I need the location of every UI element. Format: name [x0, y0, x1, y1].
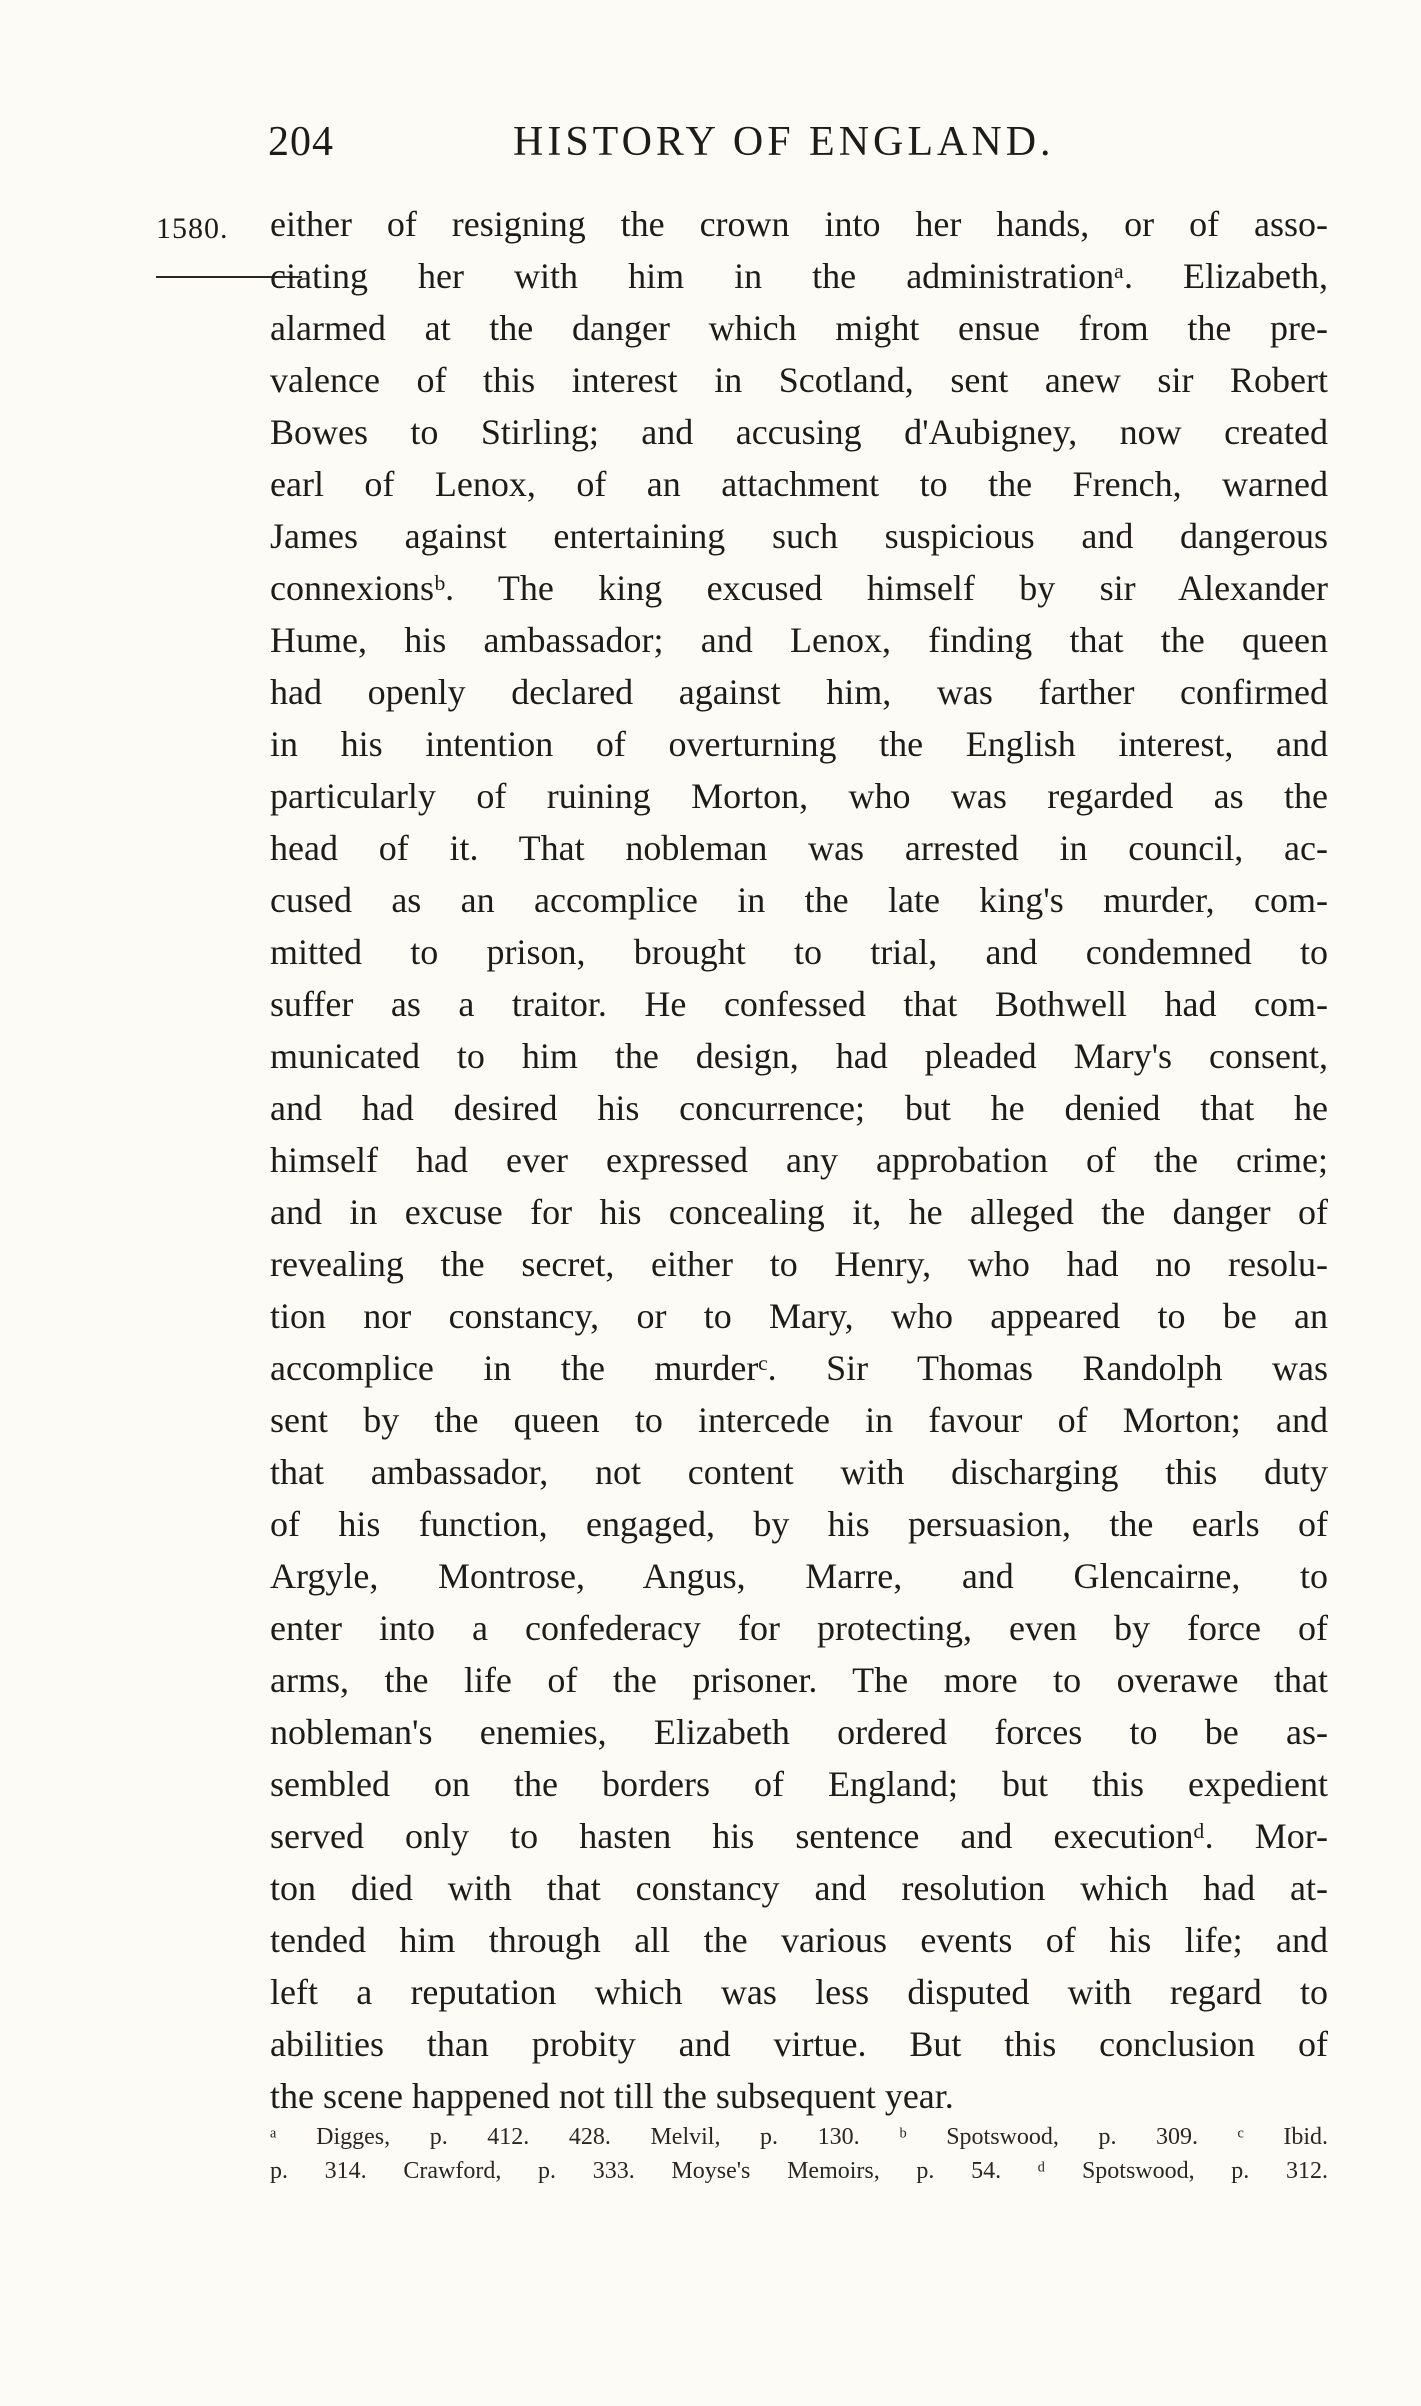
- text-line: that ambassador, not content with discharging this duty: [270, 1452, 1328, 1492]
- text-line-last: the scene happened not till the subsequent year.: [270, 2076, 954, 2116]
- running-head: HISTORY OF ENGLAND.: [513, 119, 1055, 165]
- text-line: head of it. That nobleman was arrested in council, ac-: [270, 828, 1328, 868]
- text-line: Bowes to Stirling; and accusing d'Aubigney, now created: [270, 412, 1328, 452]
- text-line: tended him through all the various events of his life; and: [270, 1920, 1328, 1960]
- text-line: nobleman's enemies, Elizabeth ordered forces to be as-: [270, 1712, 1328, 1752]
- text-line: of his function, engaged, by his persuasion, the earls of: [270, 1504, 1328, 1544]
- text-line: mitted to prison, brought to trial, and condemned to: [270, 932, 1328, 972]
- text-line: cused as an accomplice in the late king's murder, com-: [270, 880, 1328, 920]
- text-line: sent by the queen to intercede in favour of Morton; and: [270, 1400, 1328, 1440]
- margin-year: 1580.: [156, 212, 229, 245]
- text-line: in his intention of overturning the English interest, and: [270, 724, 1328, 764]
- text-line: Hume, his ambassador; and Lenox, finding that the queen: [270, 620, 1328, 660]
- text-line: himself had ever expressed any approbation of the crime;: [270, 1140, 1328, 1180]
- text-line: ciating her with him in the administrationᵃ. Elizabeth,: [270, 256, 1328, 296]
- text-line: tion nor constancy, or to Mary, who appeared to be an: [270, 1296, 1328, 1336]
- text-line: valence of this interest in Scotland, sent anew sir Robert: [270, 360, 1328, 400]
- text-line: left a reputation which was less disputed with regard to: [270, 1972, 1328, 2012]
- text-line: sembled on the borders of England; but this expedient: [270, 1764, 1328, 1804]
- page-number: 204: [268, 119, 334, 165]
- text-line: particularly of ruining Morton, who was regarded as the: [270, 776, 1328, 816]
- text-line: alarmed at the danger which might ensue from the pre-: [270, 308, 1328, 348]
- text-line: enter into a confederacy for protecting, even by force of: [270, 1608, 1328, 1648]
- text-line: either of resigning the crown into her hands, or of asso-: [270, 204, 1328, 244]
- text-line: had openly declared against him, was farther confirmed: [270, 672, 1328, 712]
- text-line: suffer as a traitor. He confessed that Bothwell had com-: [270, 984, 1328, 1024]
- text-line: revealing the secret, either to Henry, who had no resolu-: [270, 1244, 1328, 1284]
- body-text: [270, 198, 1328, 2122]
- text-line: arms, the life of the prisoner. The more to overawe that: [270, 1660, 1328, 1700]
- footnotes: [270, 2120, 1328, 2188]
- text-line: municated to him the design, had pleaded Mary's consent,: [270, 1036, 1328, 1076]
- text-line: James against entertaining such suspicious and dangerous: [270, 516, 1328, 556]
- text-line: earl of Lenox, of an attachment to the French, warned: [270, 464, 1328, 504]
- text-line: and in excuse for his concealing it, he alleged the danger of: [270, 1192, 1328, 1232]
- text-line: Argyle, Montrose, Angus, Marre, and Glencairne, to: [270, 1556, 1328, 1596]
- text-line: served only to hasten his sentence and executionᵈ. Mor-: [270, 1816, 1328, 1856]
- text-line: connexionsᵇ. The king excused himself by sir Alexander: [270, 568, 1328, 608]
- footnote-line: ᵃ Digges, p. 412. 428. Melvil, p. 130. ᵇ Spotswood, p. 309. ᶜ Ibid.: [270, 2124, 1328, 2150]
- footnote-line: p. 314. Crawford, p. 333. Moyse's Memoirs, p. 54. ᵈ Spotswood, p. 312.: [270, 2158, 1328, 2184]
- text-line: abilities than probity and virtue. But this conclusion of: [270, 2024, 1328, 2064]
- text-line: and had desired his concurrence; but he denied that he: [270, 1088, 1328, 1128]
- text-line: ton died with that constancy and resolution which had at-: [270, 1868, 1328, 1908]
- text-line: accomplice in the murderᶜ. Sir Thomas Randolph was: [270, 1348, 1328, 1388]
